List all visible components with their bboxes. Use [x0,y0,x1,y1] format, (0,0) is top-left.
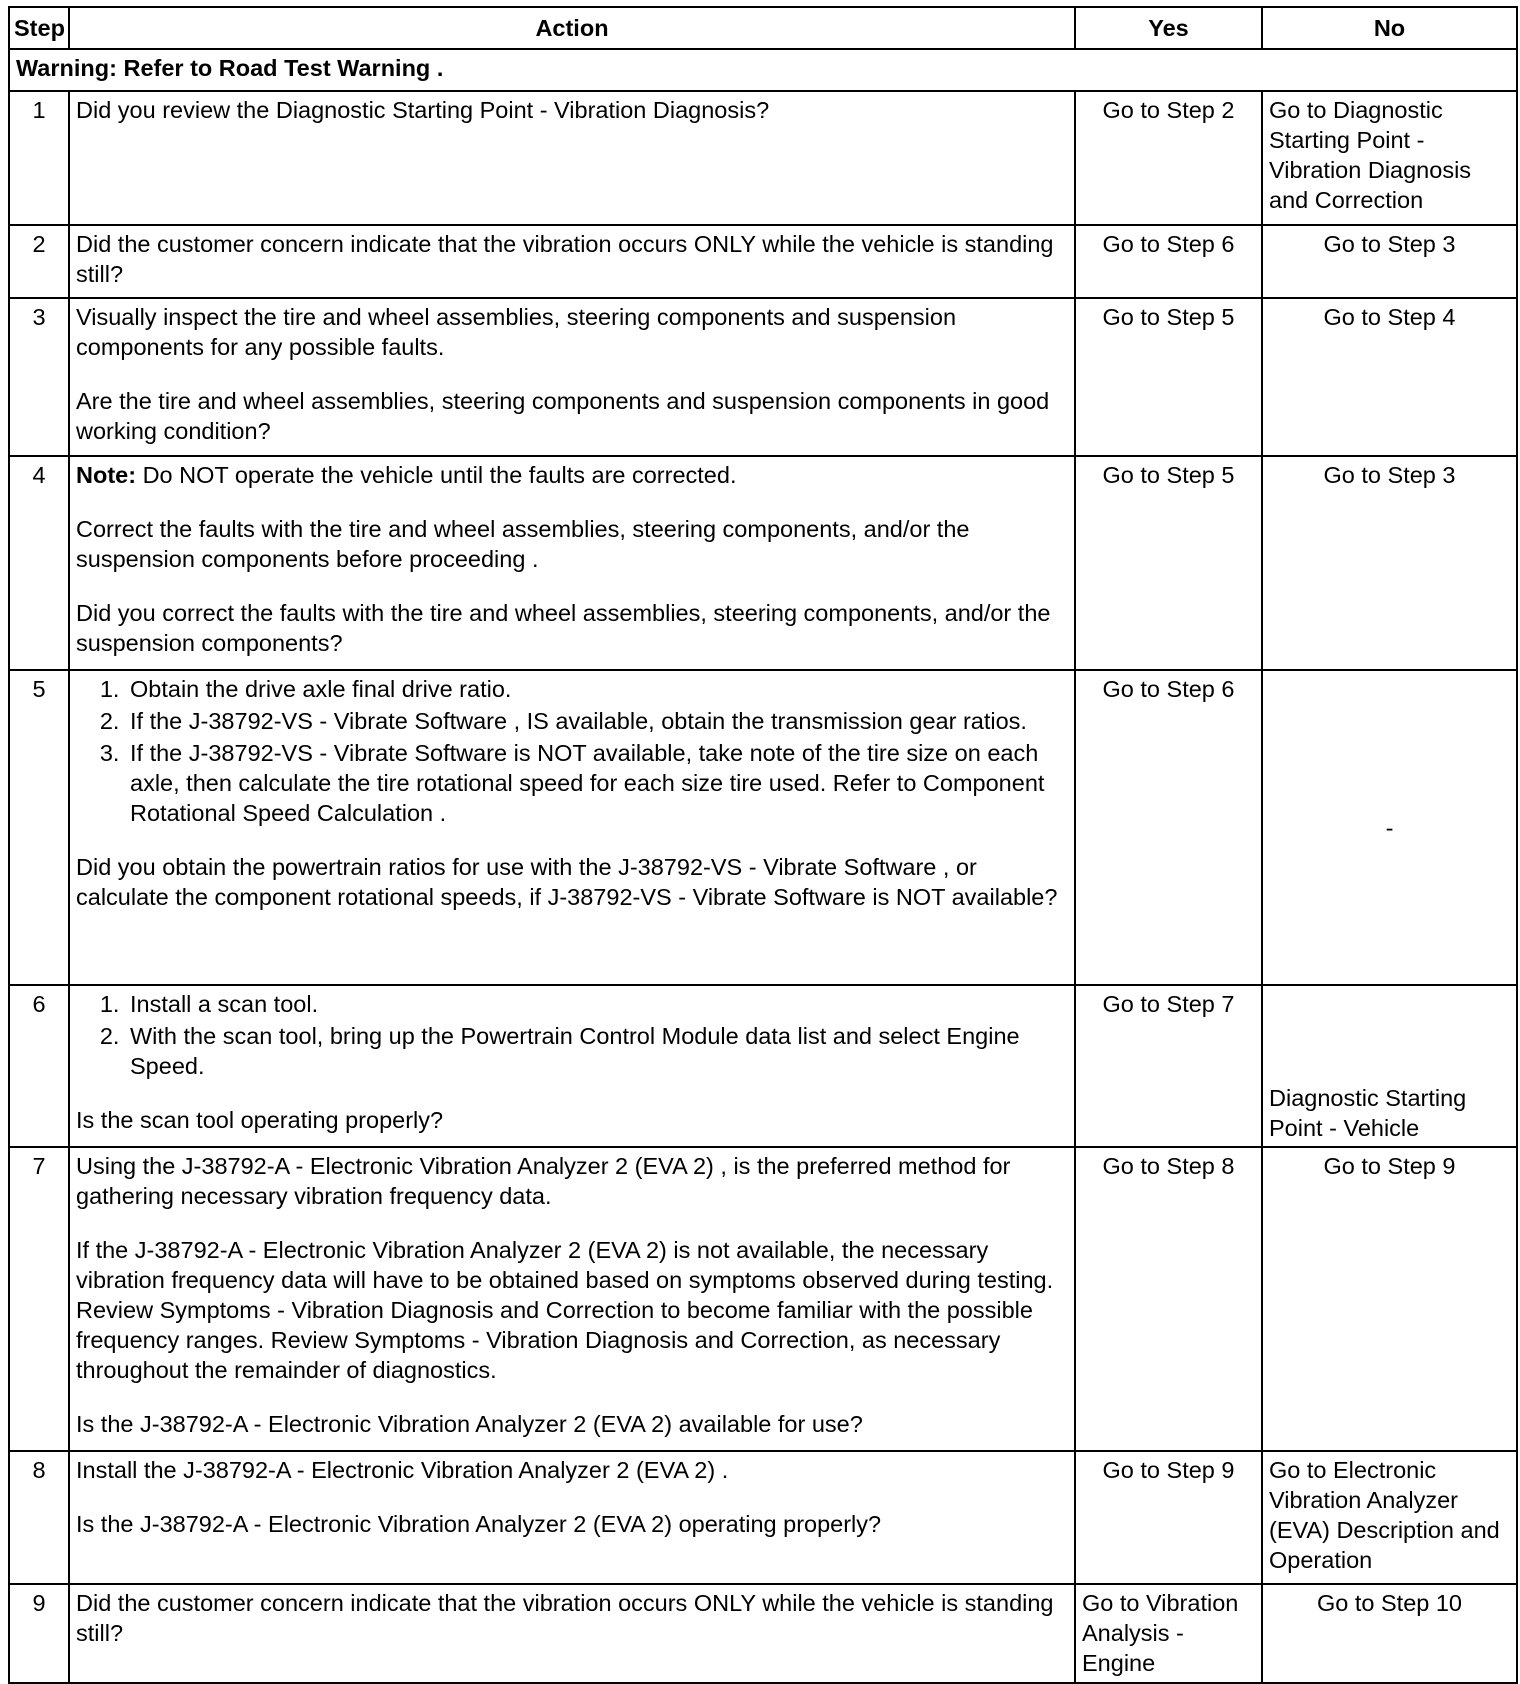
action-text: Visually inspect the tire and wheel assemblies, steering components and suspension components for any possible faults. [76,304,957,360]
yes-cell: Go to Step 5 [1075,456,1262,670]
step-number: 5 [9,670,69,985]
table-row [9,985,1517,1147]
table-row [9,225,1517,298]
action-text: Correct the faults with the tire and wheel assemblies, steering components, and/or the suspension components before proceeding . [76,516,970,572]
action-text: Did you correct the faults with the tire and wheel assemblies, steering components, and/or the suspension components? [76,600,1051,656]
table-row [9,1451,1517,1584]
action-cell [69,1147,1075,1451]
no-cell: Go to Step 9 [1262,1147,1517,1451]
table-row [9,456,1517,670]
action-text: Did the customer concern indicate that the vibration occurs ONLY while the vehicle is standing still? [76,231,1054,287]
step-number: 1 [9,91,69,225]
step-number: 7 [9,1147,69,1451]
header-row [9,7,1517,49]
action-text: If the J-38792-A - Electronic Vibration Analyzer 2 (EVA 2) is not available, the necessary vibration frequency data will have to be obtained based on symptoms observed during testing. Review Symptoms - Vibration Diagnosis and Correction to become familiar with the possible frequency ranges. Review Symptoms - Vibration Diagnosis and Correction, as necessary throughout the remainder of diagnostics. [76,1237,1054,1383]
instruction-list [76,674,1068,828]
action-cell [69,985,1075,1147]
yes-cell: Go to Step 6 [1075,670,1262,985]
no-cell: Go to Step 10 [1262,1584,1517,1683]
action-text: Is the J-38792-A - Electronic Vibration Analyzer 2 (EVA 2) operating properly? [76,1511,882,1537]
list-item: 1. Obtain the drive axle final drive ratio. [126,674,1068,704]
action-text: Is the J-38792-A - Electronic Vibration Analyzer 2 (EVA 2) available for use? [76,1411,863,1437]
action-text: Using the J-38792-A - Electronic Vibration Analyzer 2 (EVA 2) , is the preferred method for gathering necessary vibration frequency data. [76,1153,1011,1209]
no-cell: Go to Step 3 [1262,225,1517,298]
no-cell: Go to Electronic Vibration Analyzer (EVA) Description and Operation [1262,1451,1517,1584]
action-text: Are the tire and wheel assemblies, steering components and suspension components in good working condition? [76,388,1050,444]
step-number: 4 [9,456,69,670]
action-cell [69,91,1075,225]
step-number: 6 [9,985,69,1147]
list-item: 2. If the J-38792-VS - Vibrate Software , IS available, obtain the transmission gear ratios. [126,706,1068,736]
action-cell [69,1451,1075,1584]
table-row [9,298,1517,456]
yes-cell: Go to Vibration Analysis - Engine [1075,1584,1262,1683]
list-item: 2. With the scan tool, bring up the Powertrain Control Module data list and select Engine Speed. [126,1021,1068,1081]
step-number: 3 [9,298,69,456]
yes-cell: Go to Step 8 [1075,1147,1262,1451]
list-item: 1. Install a scan tool. [126,989,1068,1019]
header-yes: Yes [1075,7,1262,49]
table-row [9,1147,1517,1451]
instruction-list [76,989,1068,1081]
action-question: Did you obtain the powertrain ratios for use with the J-38792-VS - Vibrate Software , or calculate the component rotational speeds, if J-38792-VS - Vibrate Software is NOT available? [76,854,1058,910]
list-item: 3. If the J-38792-VS - Vibrate Software is NOT available, take note of the tire size on each axle, then calculate the tire rotational speed for each size tire used. Refer to Component Rotational Speed Calculation . [126,738,1068,828]
yes-cell: Go to Step 9 [1075,1451,1262,1584]
table-row [9,91,1517,225]
header-action: Action [69,7,1075,49]
step-number: 2 [9,225,69,298]
header-no: No [1262,7,1517,49]
action-question: Is the scan tool operating properly? [76,1107,444,1133]
warning-row [9,49,1517,91]
yes-cell: Go to Step 2 [1075,91,1262,225]
action-cell [69,225,1075,298]
yes-cell: Go to Step 7 [1075,985,1262,1147]
no-cell: Diagnostic Starting Point - Vehicle [1262,985,1517,1147]
note-text [76,460,1068,490]
note-body: Do NOT operate the vehicle until the faults are corrected. [136,462,737,488]
action-text: Did you review the Diagnostic Starting Point - Vibration Diagnosis? [76,97,770,123]
step-number: 8 [9,1451,69,1584]
action-text: Did the customer concern indicate that the vibration occurs ONLY while the vehicle is standing still? [76,1590,1054,1646]
step-number: 9 [9,1584,69,1683]
no-cell: Go to Diagnostic Starting Point - Vibration Diagnosis and Correction [1262,91,1517,225]
action-cell [69,670,1075,985]
action-cell [69,456,1075,670]
table-row [9,670,1517,985]
no-cell: Go to Step 4 [1262,298,1517,456]
warning-text: Warning: Refer to Road Test Warning . [9,49,1517,91]
table-row [9,1584,1517,1683]
header-step: Step [9,7,69,49]
yes-cell: Go to Step 6 [1075,225,1262,298]
no-cell: Go to Step 3 [1262,456,1517,670]
note-label: Note: [76,462,137,488]
action-cell [69,1584,1075,1683]
yes-cell: Go to Step 5 [1075,298,1262,456]
no-cell: - [1262,670,1517,985]
action-text: Install the J-38792-A - Electronic Vibration Analyzer 2 (EVA 2) . [76,1457,729,1483]
diagnostic-table [8,6,1518,1684]
action-cell [69,298,1075,456]
